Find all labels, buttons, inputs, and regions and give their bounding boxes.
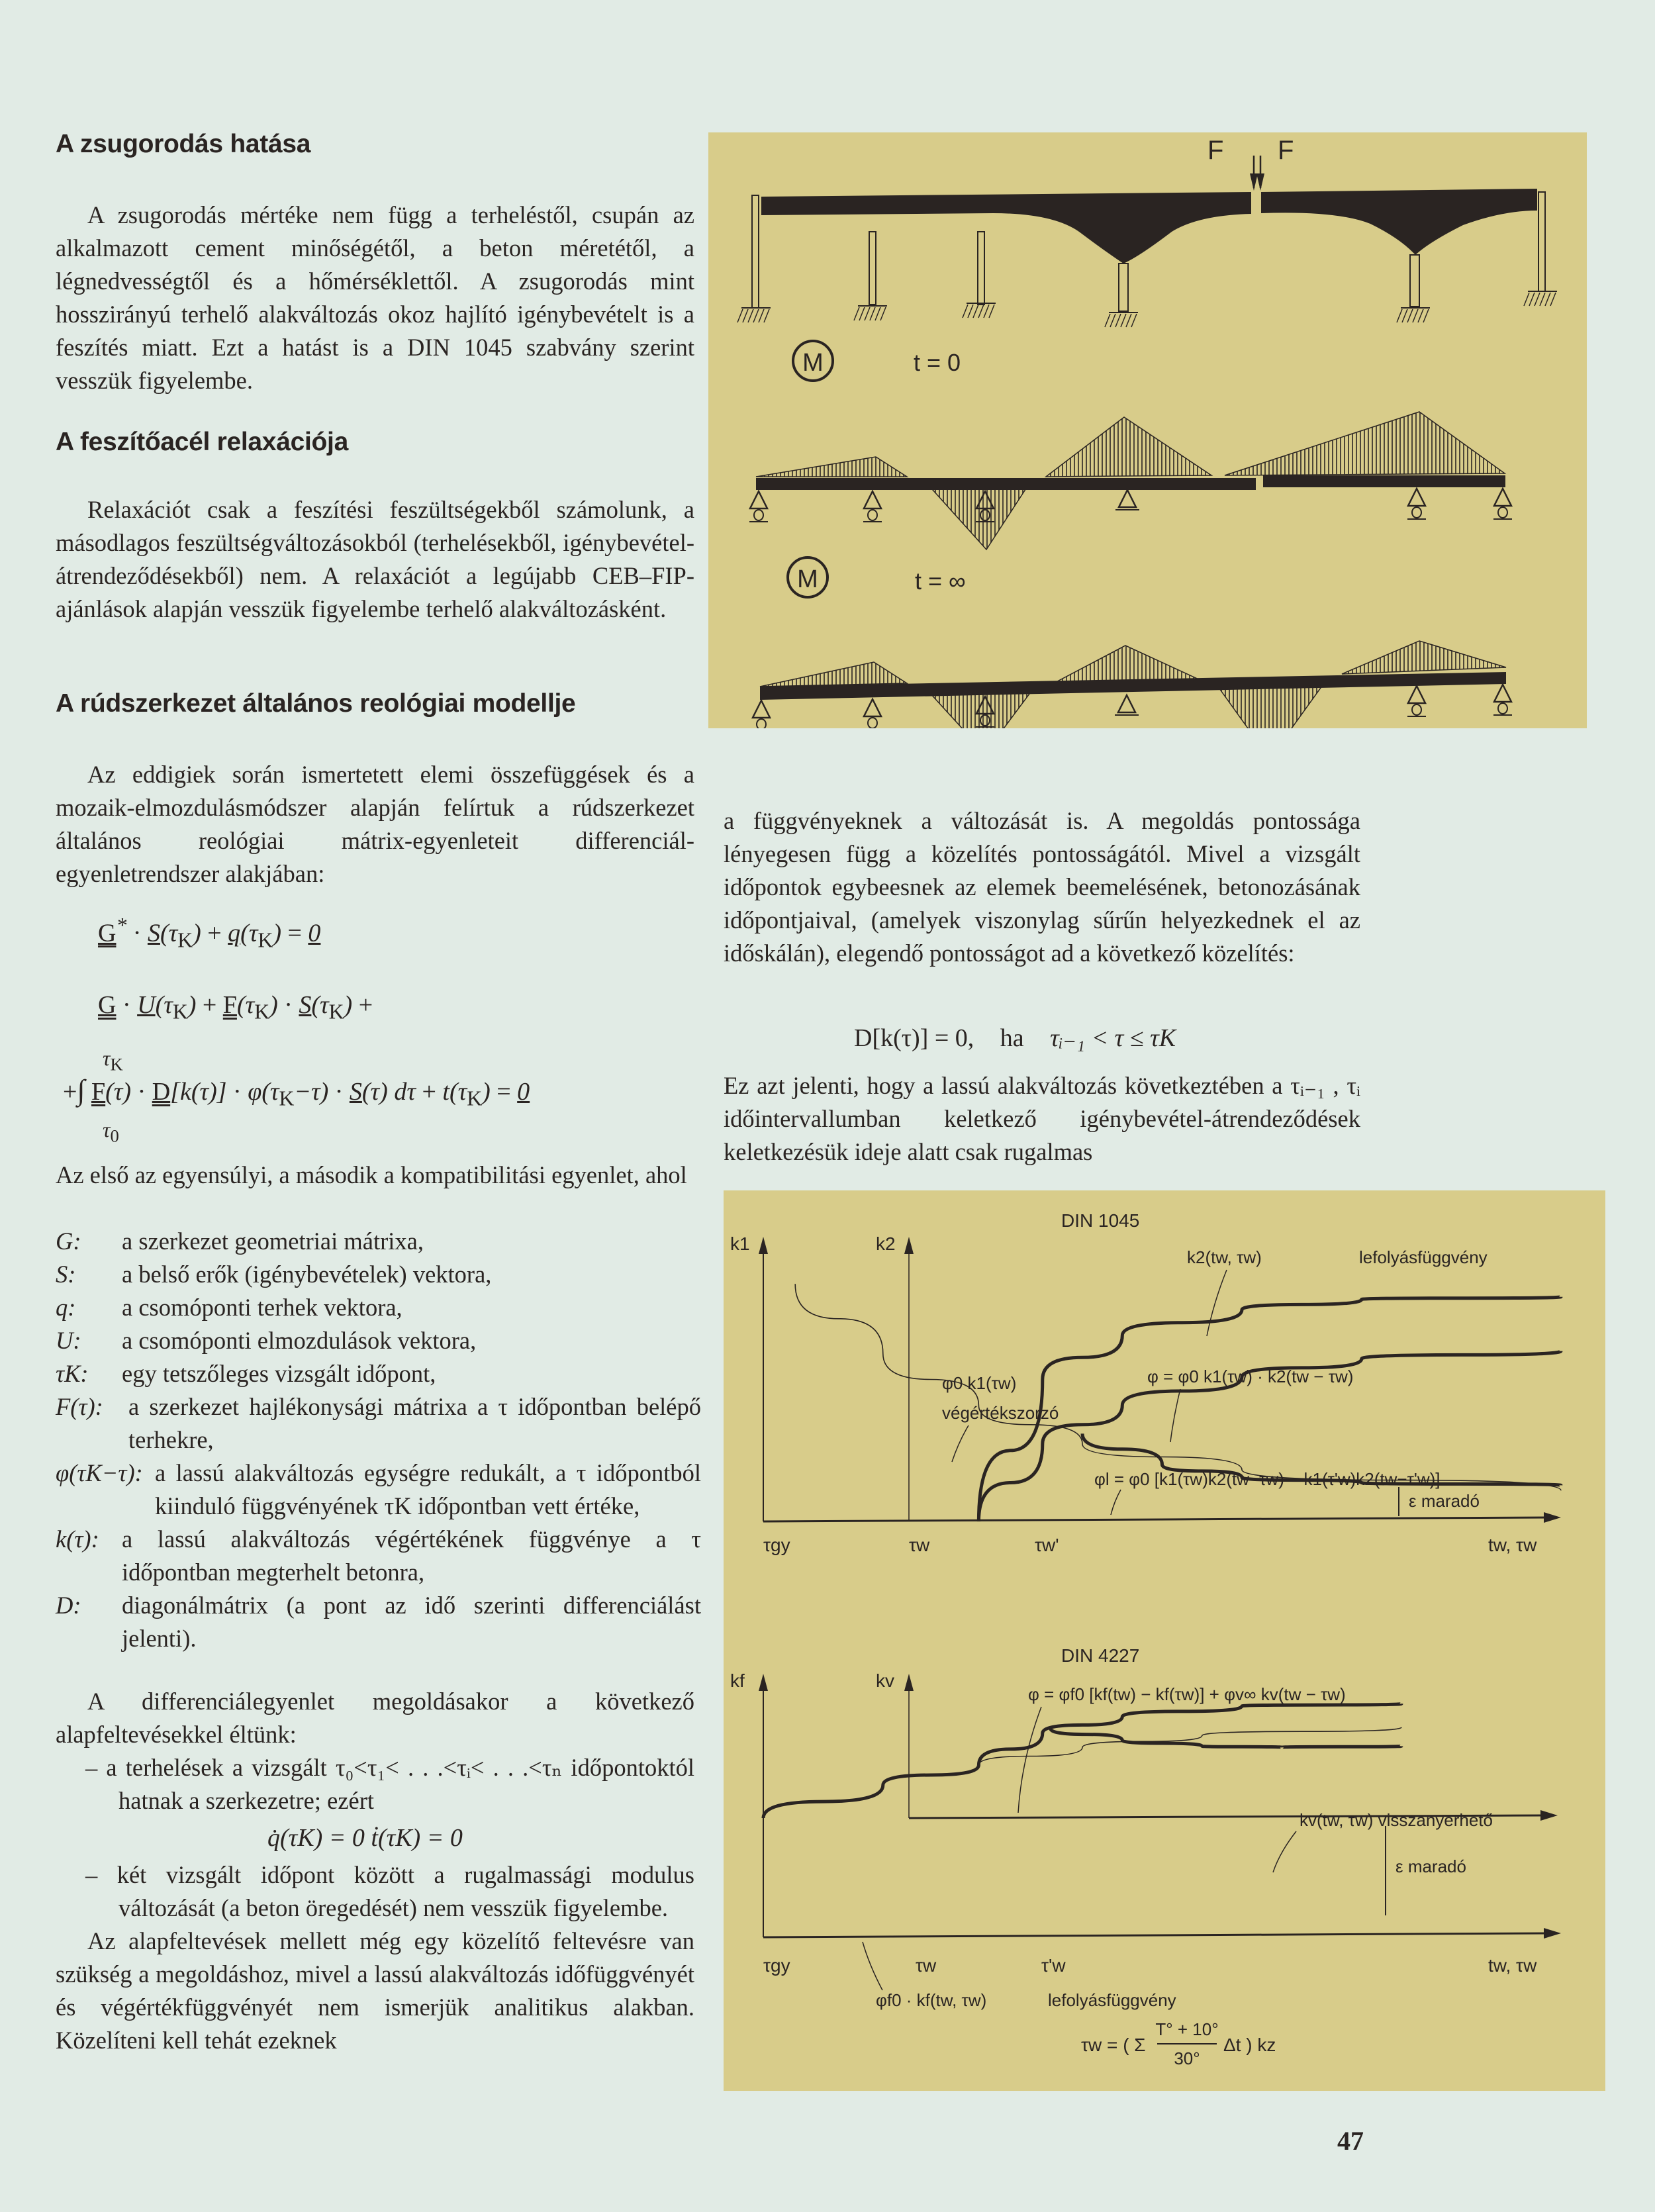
eq-symbol: · <box>132 919 142 947</box>
y-axis-label-left: kf <box>730 1670 745 1691</box>
eq-symbol: (τ <box>160 919 178 947</box>
eq-symbol: (τ <box>311 991 329 1019</box>
assumption-item: – a terhelések a vizsgált τ₀<τ₁< . . .<τᵢ< . . .<τₙ időpontoktól hatnak a szerkezetre; ezért <box>85 1754 694 1814</box>
eq-symbol: τᵢ₋₁ < τ ≤ τK <box>1050 1024 1176 1052</box>
eq-symbol: · <box>284 991 293 1019</box>
x-tick-label: τgy <box>763 1955 790 1976</box>
heading-shrinkage: A zsugorodás hatása <box>56 130 311 158</box>
definition-symbol: G: <box>56 1227 81 1255</box>
axis-arrowhead <box>759 1674 768 1691</box>
page-number: 47 <box>1337 2126 1364 2156</box>
eq-symbol: ) <box>273 919 281 947</box>
definition-symbol: k(τ): <box>56 1525 99 1553</box>
eq-symbol: K <box>467 1086 483 1110</box>
y-axis-label-inner: k2 <box>876 1233 896 1254</box>
eq-symbol: [k(τ)] <box>170 1078 227 1106</box>
paragraph-where <box>56 1159 694 1192</box>
axis-arrowhead <box>1540 1810 1558 1821</box>
eq-symbol: q <box>228 919 241 947</box>
definition-text: a lassú alakváltozás egységre redukált, a τ időpontból kiinduló függvényének τK időpontban vett értéke, <box>155 1459 701 1519</box>
paragraph-text: Az eddigiek során ismertetett elemi összefüggések és a mozaik-elmozdulásmódszer alapján felírtuk a rúdszerkezet általános reológiai mátrix-egyenleteit differenciál-egyenletrendszer alakjában: <box>56 761 694 887</box>
leader-line <box>952 1425 969 1462</box>
definition-item <box>56 1390 701 1457</box>
definition-text: a lassú alakváltozás végértékének függvénye a τ időpontban megterhelt betonra, <box>122 1525 701 1586</box>
eq-symbol: 0 <box>308 919 321 947</box>
eq-symbol: + <box>202 991 217 1019</box>
symbol-definitions <box>56 1225 701 1655</box>
leader-line <box>1207 1270 1227 1336</box>
paragraph-approximation <box>724 804 1360 970</box>
eq-symbol: (τ <box>449 1078 467 1106</box>
definition-text: diagonálmátrix (a pont az idő szerinti differenciálást jelenti). <box>122 1592 701 1652</box>
chart-annotation: kv(tw, τw) visszanyerhető <box>1300 1810 1493 1830</box>
integral-upper-limit <box>103 1046 123 1076</box>
eq-symbol: 0 <box>110 1126 119 1146</box>
eq-symbol: (τ) <box>361 1078 388 1106</box>
eq-symbol: G <box>98 919 117 947</box>
equation-zero-loads: q̇(τK) = 0 ṫ(τK) = 0 <box>267 1824 463 1852</box>
x-axis <box>763 1933 1548 1937</box>
paragraph-text: Ez azt jelenti, hogy a lassú alakváltozás következtében a τᵢ₋₁ , τᵢ időintervallumban keletkező igénybevétel-átrendeződések keletkezésük ideje alatt csak rugalmas <box>724 1072 1360 1165</box>
eq-symbol: F <box>222 991 237 1019</box>
definition-item <box>56 1457 701 1523</box>
definition-text: egy tetszőleges vizsgált időpont, <box>122 1360 436 1387</box>
paragraph-text: A zsugorodás mértéke nem függ a terheléstől, csupán az alkalmazott cement minőségétől, a beton méretétől, a légnedvességtől és a hőmérséklettől. A zsugorodás mint hosszirányú terhelő alakváltozás okoz hajlító igénybevételt is a feszítés miatt. Ezt a hatást is a DIN 1045 szabvány szerint vesszük figyelembe. <box>56 201 694 394</box>
axis-arrowhead <box>1544 1928 1561 1939</box>
heading-rheological-model: A rúdszerkezet általános reológiai modellje <box>56 689 576 718</box>
formula-numerator: T° + 10° <box>1155 2019 1219 2039</box>
eq-symbol: + <box>422 1078 436 1106</box>
paragraph-text: a függvényeknek a változását is. A megoldás pontossága lényegesen függ a közelítés pontosságától. Mivel a vizsgált időpontok egybeesnek az elemek beemelésének, betonozásának időpontjaival, (amelyek viszonylag sűrűn helyezkednek el az időskálán), elegendő pontosságot ad a következő közelítés: <box>724 807 1360 967</box>
eq-symbol: t <box>442 1078 449 1106</box>
eq-symbol: · <box>137 1078 146 1106</box>
eq-symbol: τ <box>103 1046 111 1070</box>
eq-symbol: (τ <box>240 919 258 947</box>
paragraph-relaxation <box>56 493 694 626</box>
leader-line <box>1111 1490 1121 1515</box>
eq-symbol: K <box>328 1000 344 1024</box>
chart-annotation: φ = φ0 k1(τw) · k2(tw − τw) <box>1147 1367 1354 1386</box>
paragraph-consequence <box>724 1069 1360 1169</box>
definition-text: a csomóponti terhek vektora, <box>122 1294 402 1321</box>
diagram-label-tinf: t = ∞ <box>915 567 966 595</box>
heading-relaxation: A feszítőacél relaxációja <box>56 428 348 456</box>
eq-symbol: K <box>279 1086 295 1110</box>
eq-symbol: τ <box>103 1118 111 1141</box>
integral-sign: ∫ <box>77 1074 85 1106</box>
eq-symbol: S <box>147 919 160 947</box>
formula-denominator: 30° <box>1174 2048 1200 2068</box>
force-label: F <box>1278 136 1294 165</box>
integral-lower-limit <box>103 1118 119 1147</box>
definition-item <box>56 1589 701 1655</box>
chart-annotation: ε maradó <box>1409 1491 1480 1511</box>
diagram-label-t0: t = 0 <box>914 349 961 376</box>
eq-symbol: + <box>358 991 373 1019</box>
eq-symbol: U <box>137 991 156 1019</box>
eq-word: ha <box>1000 1024 1024 1052</box>
paragraph-rheological-model <box>56 758 694 890</box>
series-line <box>763 1704 1401 1818</box>
eq-symbol: K <box>177 928 193 952</box>
moment-diagram-t0 <box>749 341 1512 550</box>
equation-compatibility-part2 <box>63 1075 530 1114</box>
eq-symbol: = <box>287 919 302 947</box>
paragraph-text: Relaxációt csak a feszítési feszültségekből számolunk, a másodlagos feszültségváltozásokból (terhelésekből, igénybevétel-átrendeződésekből) nem. A relaxációt a legújabb CEB–FIP-ajánlások alapján vesszük figyelembe terhelő alakváltozásként. <box>56 496 694 622</box>
definition-symbol: φ(τK−τ): <box>56 1459 143 1486</box>
moment-symbol: M <box>802 349 824 377</box>
eq-symbol: F <box>91 1078 106 1106</box>
equation-compatibility-part1 <box>98 990 373 1028</box>
y-axis-label-inner: kv <box>876 1670 894 1691</box>
chart-annotation: φ = φf0 [kf(tw) − kf(τw)] + φv∞ kv(tw − τw) <box>1028 1684 1346 1704</box>
eq-symbol: S <box>349 1078 362 1106</box>
eq-symbol: ) <box>482 1078 491 1106</box>
force-arrows <box>1250 156 1264 191</box>
paragraph-text: Az első az egyensúlyi, a második a kompatibilitási egyenlet, ahol <box>56 1161 687 1188</box>
chart-annotation: φf0 · kf(tw, τw) <box>876 1990 987 2010</box>
eq-symbol: ) <box>269 991 278 1019</box>
definition-item <box>56 1523 701 1589</box>
eq-symbol: K <box>258 928 273 952</box>
chart-title: DIN 4227 <box>1061 1645 1140 1666</box>
definition-item <box>56 1357 701 1390</box>
definition-item <box>56 1225 701 1258</box>
leader-line <box>863 1942 882 1990</box>
chart-annotation: φ0 k1(τw) <box>942 1373 1017 1393</box>
eq-symbol: (τ <box>155 991 173 1019</box>
leader-line <box>1018 1707 1041 1813</box>
eq-symbol: φ(τ <box>248 1078 279 1106</box>
series-line <box>795 1284 1561 1490</box>
formula-rhs: Δt ) kz <box>1223 2035 1276 2055</box>
x-tick-label: tw, τw <box>1488 1535 1537 1555</box>
axis-arrowhead <box>759 1237 768 1254</box>
figure-creep-charts <box>724 1190 1605 2091</box>
definition-item <box>56 1324 701 1357</box>
eq-symbol: 0 <box>517 1078 530 1106</box>
eq-symbol: K <box>254 1000 270 1024</box>
assumption-item: – két vizsgált időpont között a rugalmassági modulus változását (a beton öregedését) nem vesszük figyelembe. <box>85 1861 694 1921</box>
paragraph-text: Az alapfeltevések mellett még egy közelítő feltevésre van szükség a megoldáshoz, mivel a lassú alakváltozás időfüggvényét és végértékfüggvényét nem ismerjük analitikus alakban. Közelíteni kell tehát ezeknek <box>56 1927 694 2054</box>
definition-symbol: F(τ): <box>56 1393 103 1420</box>
definition-text: a szerkezet geometriai mátrixa, <box>122 1227 424 1255</box>
eq-symbol: ) <box>193 919 201 947</box>
formula-lhs: τw = ( Σ <box>1081 2035 1146 2055</box>
eq-symbol: ) <box>344 991 353 1019</box>
definition-symbol: τK: <box>56 1360 89 1387</box>
equation-d-zero <box>854 1023 1176 1053</box>
creep-charts-svg <box>724 1190 1605 2091</box>
chart-annotation: végértékszorzó <box>942 1403 1059 1423</box>
eq-symbol: G <box>98 991 117 1019</box>
x-tick-label: τ'w <box>1041 1955 1066 1976</box>
assumption-list <box>56 1751 694 1817</box>
definition-symbol: U: <box>56 1327 81 1354</box>
eq-symbol: −τ) <box>294 1078 329 1106</box>
force-label: F <box>1207 136 1224 165</box>
eq-symbol: + <box>63 1078 77 1106</box>
paragraph-assumptions <box>56 1685 694 2057</box>
eq-symbol: K <box>110 1054 123 1075</box>
eq-symbol: · <box>233 1078 242 1106</box>
x-tick-label: τgy <box>763 1535 790 1555</box>
bridge-elevation <box>737 136 1557 327</box>
definition-symbol: D: <box>56 1592 81 1619</box>
leader-line <box>1273 1831 1296 1872</box>
eq-symbol: ) <box>187 991 197 1019</box>
moment-diagram-tinf <box>752 557 1512 728</box>
axis-arrowhead <box>904 1674 914 1691</box>
eq-symbol: + <box>207 919 222 947</box>
eq-symbol: D[k(τ)] = 0, <box>854 1024 974 1052</box>
chart-annotation: ε maradó <box>1395 1856 1466 1876</box>
figure-bridge-moments <box>708 132 1587 728</box>
eq-symbol: · <box>334 1078 344 1106</box>
definition-text: a csomóponti elmozdulások vektora, <box>122 1327 477 1354</box>
eq-symbol: S <box>299 991 312 1019</box>
bridge-diagram-svg <box>708 132 1587 728</box>
definition-symbol: S: <box>56 1261 76 1288</box>
eq-symbol: (τ <box>236 991 255 1019</box>
x-tick-label: τw <box>909 1535 930 1555</box>
chart-annotation: k2(tw, τw) <box>1187 1247 1262 1267</box>
moment-symbol: M <box>797 565 818 593</box>
definition-item <box>56 1258 701 1291</box>
eq-symbol: (τ) <box>105 1078 132 1106</box>
x-tick-label: τw' <box>1035 1535 1059 1555</box>
axis-arrowhead <box>904 1237 914 1254</box>
chart-annotation: lefolyásfüggvény <box>1359 1247 1488 1267</box>
paragraph-shrinkage <box>56 199 694 397</box>
eq-symbol: * <box>116 914 127 937</box>
eq-symbol: = <box>496 1078 511 1106</box>
chart-annotation: φl = φ0 [k1(τw)k2(tw−τw) − k1(τ'w)k2(tw−τ'w)] <box>1094 1469 1441 1489</box>
axis-arrowhead <box>1544 1512 1561 1523</box>
assumption-list <box>56 1858 694 1925</box>
x-tick-label: tw, τw <box>1488 1955 1537 1976</box>
x-axis <box>763 1517 1548 1521</box>
definition-item <box>56 1291 701 1324</box>
eq-symbol: dτ <box>394 1078 416 1106</box>
x-tick-label: τw <box>916 1955 937 1976</box>
eq-symbol: K <box>172 1000 188 1024</box>
eq-symbol: · <box>122 991 131 1019</box>
leader-line <box>1170 1389 1180 1442</box>
definition-symbol: q: <box>56 1294 76 1321</box>
chart-annotation: lefolyásfüggvény <box>1048 1990 1176 2010</box>
definition-text: a szerkezet hajlékonysági mátrixa a τ időpontban belépő terhekre, <box>128 1393 701 1453</box>
paragraph-text: A differenciálegyenlet megoldásakor a következő alapfeltevésekkel éltünk: <box>56 1688 694 1748</box>
chart-title: DIN 1045 <box>1061 1210 1140 1231</box>
eq-symbol: D <box>152 1078 171 1106</box>
definition-text: a belső erők (igénybevételek) vektora, <box>122 1261 492 1288</box>
y-axis-label-left: k1 <box>730 1233 750 1254</box>
equation-equilibrium <box>98 910 320 955</box>
